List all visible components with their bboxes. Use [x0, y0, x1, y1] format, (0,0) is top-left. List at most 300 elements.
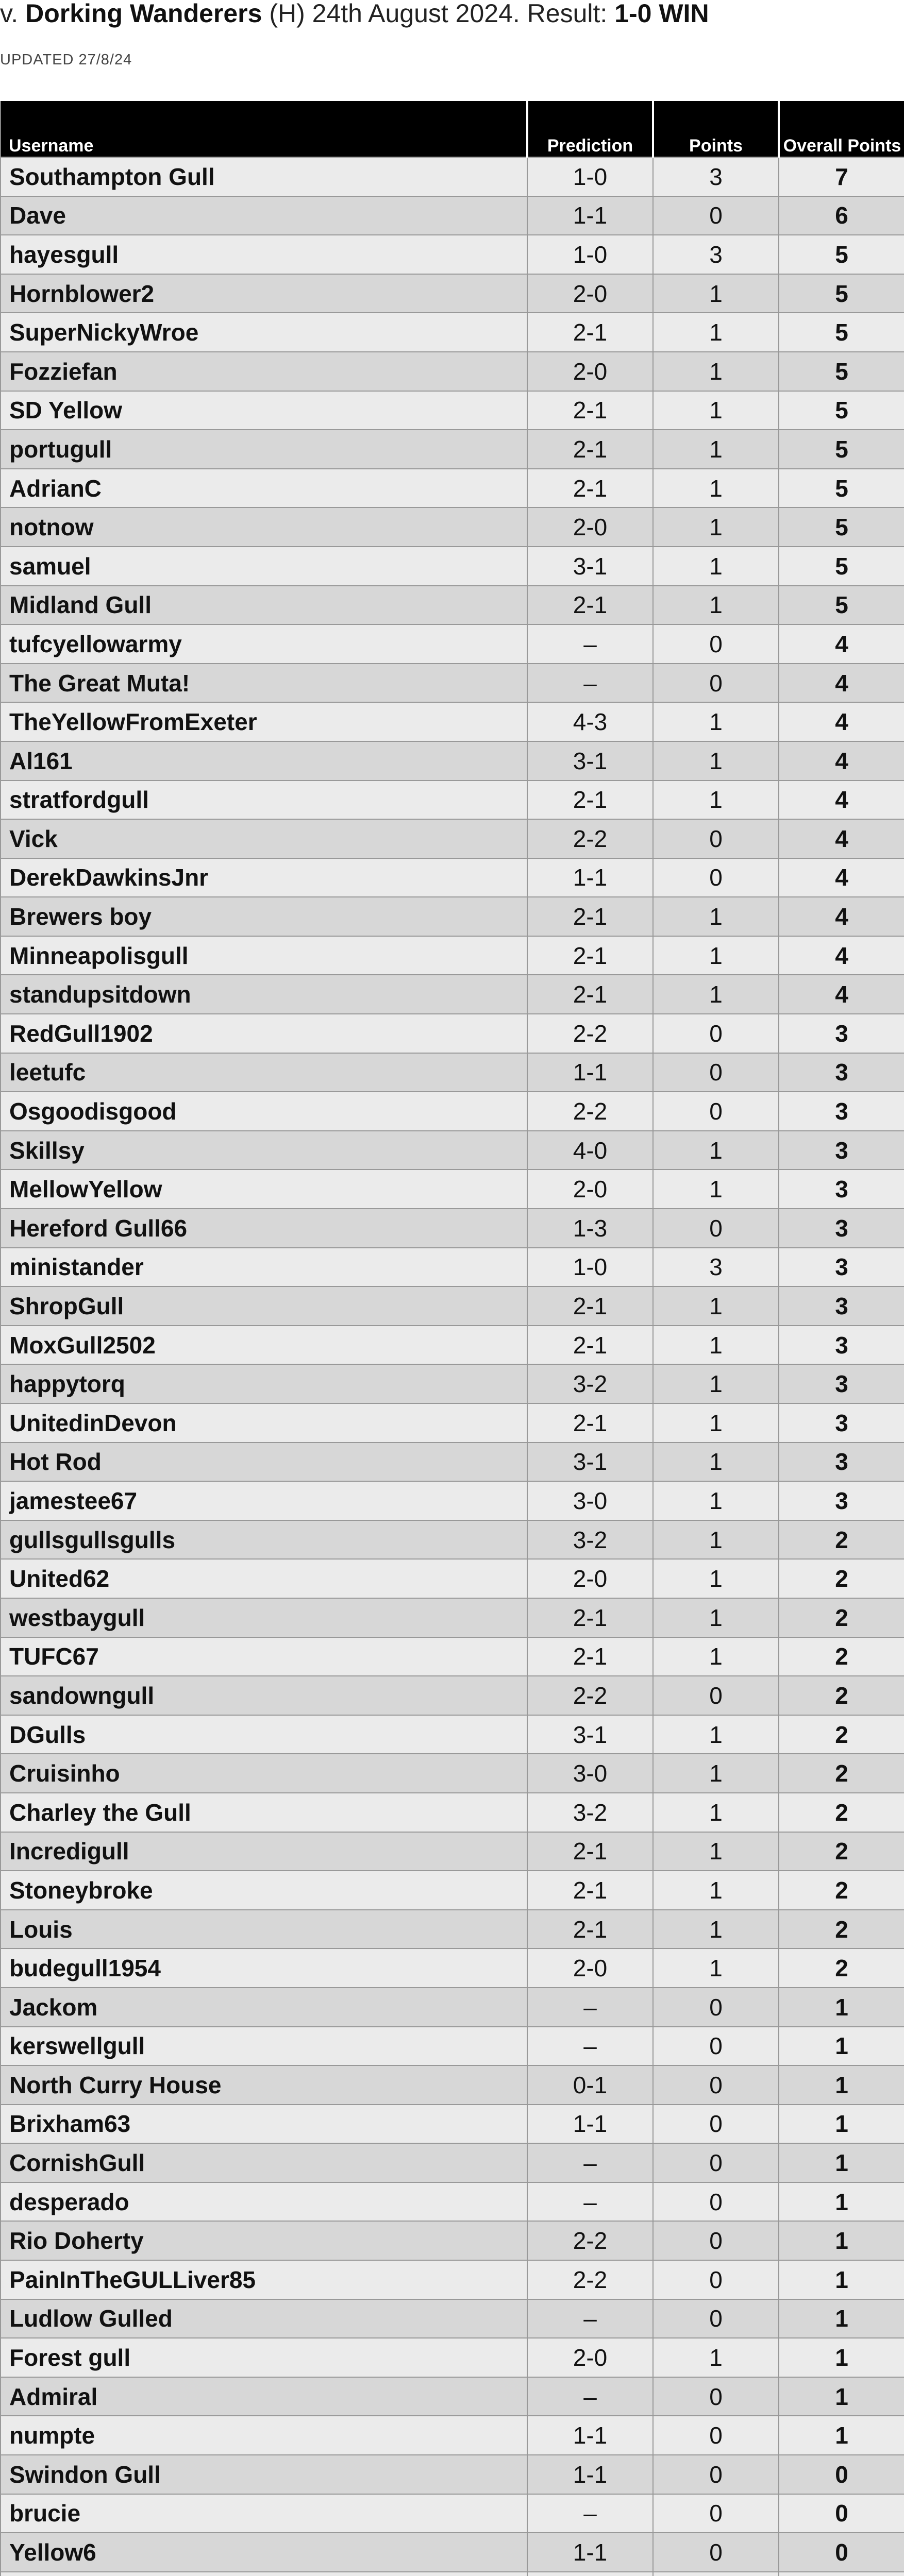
- prediction-cell: 1-1: [527, 196, 653, 235]
- overall-points-cell: 6: [779, 196, 904, 235]
- table-row: [1, 1403, 904, 1443]
- overall-points-cell: 3: [779, 1443, 904, 1482]
- table-row: [1, 1988, 904, 2027]
- table-row: [1, 897, 904, 936]
- username-cell: Midland Gull: [1, 586, 527, 625]
- overall-points-cell: 3: [779, 1131, 904, 1170]
- username-cell: Yellow6: [1, 2533, 527, 2572]
- points-cell: 1: [653, 352, 779, 391]
- table-row: [1, 1871, 904, 1910]
- overall-points-cell: 3: [779, 1364, 904, 1403]
- username-cell: Hornblower2: [1, 274, 527, 313]
- points-cell: 0: [653, 1014, 779, 1053]
- points-cell: 1: [653, 1326, 779, 1365]
- table-row: [1, 2494, 904, 2533]
- table-row: [1, 430, 904, 469]
- opponent-name: Dorking Wanderers: [25, 0, 262, 28]
- points-cell: 0: [653, 664, 779, 703]
- username-cell: Southampton Gull: [1, 157, 527, 196]
- prediction-cell: 2-2: [527, 1014, 653, 1053]
- table-row: [1, 391, 904, 430]
- username-cell: Jackom: [1, 1988, 527, 2027]
- overall-points-cell: 3: [779, 1209, 904, 1248]
- table-row: [1, 624, 904, 664]
- table-row: [1, 2027, 904, 2066]
- prediction-cell: [527, 2572, 653, 2576]
- table-row: [1, 1832, 904, 1871]
- overall-points-cell: 2: [779, 1832, 904, 1871]
- points-cell: 0: [653, 2377, 779, 2416]
- table-row: [1, 196, 904, 235]
- prediction-cell: 4-0: [527, 1131, 653, 1170]
- table-row: [1, 2221, 904, 2260]
- prediction-cell: 3-1: [527, 1715, 653, 1754]
- username-cell: United62: [1, 1559, 527, 1598]
- table-row: [1, 1131, 904, 1170]
- overall-points-cell: 3: [779, 1481, 904, 1520]
- overall-points-cell: 4: [779, 741, 904, 781]
- prediction-cell: 3-0: [527, 1754, 653, 1793]
- points-cell: 0: [653, 2143, 779, 2182]
- username-cell: Stoneybroke: [1, 1871, 527, 1910]
- overall-points-cell: 1: [779, 1988, 904, 2027]
- username-cell: MellowYellow: [1, 1170, 527, 1209]
- overall-points-cell: 1: [779, 2416, 904, 2455]
- overall-points-cell: 5: [779, 391, 904, 430]
- username-cell: sandowngull: [1, 1676, 527, 1715]
- table-row: [1, 2338, 904, 2377]
- table-row: [1, 1053, 904, 1092]
- points-cell: 0: [653, 2260, 779, 2299]
- overall-points-cell: 5: [779, 469, 904, 508]
- page-title: [0, 0, 709, 31]
- points-cell: 1: [653, 1715, 779, 1754]
- table-row: [1, 2416, 904, 2455]
- overall-points-cell: 2: [779, 1676, 904, 1715]
- username-cell: westbaygull: [1, 1598, 527, 1637]
- username-cell: Admiral: [1, 2377, 527, 2416]
- username-cell: stratfordgull: [1, 781, 527, 820]
- table-row: [1, 1793, 904, 1832]
- prediction-cell: 2-1: [527, 1910, 653, 1949]
- username-cell: SuperNickyWroe: [1, 313, 527, 352]
- overall-points-cell: 1: [779, 2182, 904, 2222]
- table-row: [1, 1170, 904, 1209]
- table-row: [1, 1559, 904, 1598]
- points-cell: 0: [653, 2221, 779, 2260]
- prediction-cell: 2-1: [527, 469, 653, 508]
- table-row: [1, 2455, 904, 2494]
- username-cell: Skillsy: [1, 1131, 527, 1170]
- table-row: [1, 2377, 904, 2416]
- prediction-cell: 1-1: [527, 858, 653, 897]
- points-cell: 1: [653, 741, 779, 781]
- table-row: [1, 936, 904, 975]
- prediction-cell: 2-1: [527, 430, 653, 469]
- table-row: [1, 1637, 904, 1676]
- points-cell: 0: [653, 819, 779, 858]
- overall-points-cell: 2: [779, 1559, 904, 1598]
- overall-points-cell: 0: [779, 2455, 904, 2494]
- prediction-cell: –: [527, 1988, 653, 2027]
- prediction-cell: 3-1: [527, 547, 653, 586]
- points-cell: 0: [653, 1676, 779, 1715]
- points-cell: 0: [653, 2065, 779, 2105]
- overall-points-cell: 3: [779, 1326, 904, 1365]
- prediction-cell: 3-0: [527, 1481, 653, 1520]
- username-cell: samuel: [1, 547, 527, 586]
- table-row: [1, 2533, 904, 2572]
- username-cell: AdrianC: [1, 469, 527, 508]
- username-cell: Hot Rod: [1, 1443, 527, 1482]
- overall-points-cell: 1: [779, 2027, 904, 2066]
- prediction-cell: 2-1: [527, 1871, 653, 1910]
- username-cell: Dave: [1, 196, 527, 235]
- points-cell: 0: [653, 2182, 779, 2222]
- overall-points-cell: 5: [779, 352, 904, 391]
- username-cell: PainInTheGULLiver85: [1, 2260, 527, 2299]
- points-cell: 1: [653, 1871, 779, 1910]
- points-cell: 1: [653, 1559, 779, 1598]
- overall-points-cell: 4: [779, 664, 904, 703]
- overall-points-cell: 3: [779, 1014, 904, 1053]
- updated-date: UPDATED 27/8/24: [0, 52, 132, 68]
- overall-points-cell: 2: [779, 1637, 904, 1676]
- prediction-cell: 1-1: [527, 1053, 653, 1092]
- points-cell: 1: [653, 1286, 779, 1326]
- overall-points-cell: 7: [779, 157, 904, 196]
- overall-points-cell: 2: [779, 1948, 904, 1988]
- points-cell: 1: [653, 1481, 779, 1520]
- prediction-cell: 2-0: [527, 2338, 653, 2377]
- points-cell: 1: [653, 547, 779, 586]
- prediction-cell: 2-1: [527, 975, 653, 1014]
- overall-points-cell: 1: [779, 2260, 904, 2299]
- username-cell: Cruisinho: [1, 1754, 527, 1793]
- overall-points-cell: 1: [779, 2143, 904, 2182]
- table-row: [1, 235, 904, 274]
- prediction-cell: 2-1: [527, 781, 653, 820]
- overall-points-cell: [779, 2572, 904, 2576]
- overall-points-cell: 5: [779, 547, 904, 586]
- username-cell: Ludlow Gulled: [1, 2299, 527, 2338]
- username-cell: budegull1954: [1, 1948, 527, 1988]
- overall-points-cell: 0: [779, 2533, 904, 2572]
- username-cell: The Great Muta!: [1, 664, 527, 703]
- prediction-cell: 2-2: [527, 2221, 653, 2260]
- overall-points-cell: 4: [779, 936, 904, 975]
- prediction-cell: 2-1: [527, 936, 653, 975]
- prediction-cell: 2-1: [527, 1637, 653, 1676]
- points-cell: 0: [653, 858, 779, 897]
- username-cell: Rio Doherty: [1, 2221, 527, 2260]
- prediction-cell: 0-1: [527, 2065, 653, 2105]
- points-cell: 1: [653, 1832, 779, 1871]
- points-cell: 1: [653, 897, 779, 936]
- table-row: [1, 2572, 904, 2576]
- username-cell: jamestee67: [1, 1481, 527, 1520]
- points-cell: [653, 2572, 779, 2576]
- prediction-cell: 2-1: [527, 1286, 653, 1326]
- prediction-cell: 2-0: [527, 352, 653, 391]
- prediction-cell: 2-1: [527, 313, 653, 352]
- username-cell: Charley the Gull: [1, 1793, 527, 1832]
- overall-points-cell: 3: [779, 1053, 904, 1092]
- prediction-cell: 2-0: [527, 507, 653, 547]
- table-row: [1, 1209, 904, 1248]
- prediction-cell: 2-0: [527, 1948, 653, 1988]
- points-cell: 3: [653, 235, 779, 274]
- prediction-cell: –: [527, 2027, 653, 2066]
- username-cell: notnow: [1, 507, 527, 547]
- overall-points-cell: 4: [779, 897, 904, 936]
- overall-points-cell: 2: [779, 1754, 904, 1793]
- username-cell: Forest gull: [1, 2338, 527, 2377]
- username-cell: Brixham63: [1, 2105, 527, 2144]
- points-cell: 1: [653, 430, 779, 469]
- points-cell: 1: [653, 1910, 779, 1949]
- points-cell: 1: [653, 1598, 779, 1637]
- table-row: [1, 1443, 904, 1482]
- points-cell: 0: [653, 2027, 779, 2066]
- match-details: (H) 24th August 2024. Result:: [269, 0, 608, 28]
- username-cell: ShropGull: [1, 1286, 527, 1326]
- overall-points-cell: 5: [779, 430, 904, 469]
- points-cell: 0: [653, 1988, 779, 2027]
- username-cell: tufcyellowarmy: [1, 624, 527, 664]
- username-cell: desperado: [1, 2182, 527, 2222]
- table-row: [1, 781, 904, 820]
- points-cell: 0: [653, 2533, 779, 2572]
- points-cell: 0: [653, 1092, 779, 1131]
- username-cell: Minneapolisgull: [1, 936, 527, 975]
- points-cell: 1: [653, 1520, 779, 1560]
- points-cell: 1: [653, 469, 779, 508]
- points-cell: 0: [653, 624, 779, 664]
- overall-points-cell: 1: [779, 2377, 904, 2416]
- table-row: [1, 2065, 904, 2105]
- prediction-cell: 2-1: [527, 391, 653, 430]
- points-cell: 1: [653, 391, 779, 430]
- points-cell: 1: [653, 1443, 779, 1482]
- table-row: [1, 274, 904, 313]
- username-cell: numpte: [1, 2416, 527, 2455]
- points-cell: 1: [653, 586, 779, 625]
- username-cell: CornishGull: [1, 2143, 527, 2182]
- username-cell: brucie: [1, 2494, 527, 2533]
- table-row: [1, 741, 904, 781]
- overall-points-cell: 5: [779, 586, 904, 625]
- table-row: [1, 1092, 904, 1131]
- prediction-cell: –: [527, 624, 653, 664]
- prediction-cell: 2-1: [527, 897, 653, 936]
- points-cell: 1: [653, 274, 779, 313]
- overall-points-cell: 2: [779, 1871, 904, 1910]
- table-row: [1, 2299, 904, 2338]
- overall-points-cell: 5: [779, 235, 904, 274]
- overall-points-cell: 1: [779, 2105, 904, 2144]
- prediction-cell: 1-1: [527, 2533, 653, 2572]
- points-cell: 0: [653, 2455, 779, 2494]
- username-cell: gullsgullsgulls: [1, 1520, 527, 1560]
- points-cell: 1: [653, 313, 779, 352]
- table-row: [1, 702, 904, 741]
- username-cell: UnitedinDevon: [1, 1403, 527, 1443]
- points-cell: 0: [653, 2299, 779, 2338]
- overall-points-cell: 3: [779, 1403, 904, 1443]
- overall-points-cell: 1: [779, 2065, 904, 2105]
- prediction-cell: 1-0: [527, 1248, 653, 1287]
- table-row: [1, 313, 904, 352]
- username-cell: North Curry House: [1, 2065, 527, 2105]
- table-row: [1, 1754, 904, 1793]
- overall-points-cell: 4: [779, 781, 904, 820]
- prediction-cell: 3-1: [527, 1443, 653, 1482]
- table-row: [1, 2182, 904, 2222]
- table-header-row: [1, 101, 904, 157]
- points-cell: 1: [653, 1793, 779, 1832]
- column-header-overall-points: Overall Points: [779, 101, 904, 157]
- username-cell: DerekDawkinsJnr: [1, 858, 527, 897]
- points-cell: 1: [653, 1364, 779, 1403]
- table-row: [1, 352, 904, 391]
- overall-points-cell: 2: [779, 1793, 904, 1832]
- points-cell: 0: [653, 196, 779, 235]
- overall-points-cell: 3: [779, 1092, 904, 1131]
- username-cell: standupsitdown: [1, 975, 527, 1014]
- username-cell: TheYellowFromExeter: [1, 702, 527, 741]
- table-row: [1, 1481, 904, 1520]
- table-row: [1, 1364, 904, 1403]
- points-cell: 3: [653, 157, 779, 196]
- column-header-prediction: Prediction: [527, 101, 653, 157]
- overall-points-cell: 4: [779, 858, 904, 897]
- prediction-cell: 2-0: [527, 1559, 653, 1598]
- points-cell: 1: [653, 507, 779, 547]
- points-cell: 1: [653, 1754, 779, 1793]
- username-cell: Osgoodisgood: [1, 1092, 527, 1131]
- predictions-table: [0, 101, 904, 2576]
- table-row: [1, 2143, 904, 2182]
- username-cell: Swindon Gull: [1, 2455, 527, 2494]
- table-row: [1, 1676, 904, 1715]
- points-cell: 0: [653, 2494, 779, 2533]
- prediction-cell: 1-3: [527, 1209, 653, 1248]
- username-cell: Brewers boy: [1, 897, 527, 936]
- points-cell: 1: [653, 1948, 779, 1988]
- overall-points-cell: 5: [779, 507, 904, 547]
- overall-points-cell: 2: [779, 1715, 904, 1754]
- table-row: [1, 1910, 904, 1949]
- prediction-cell: 2-2: [527, 2260, 653, 2299]
- username-cell: MoxGull2502: [1, 1326, 527, 1365]
- overall-points-cell: 4: [779, 975, 904, 1014]
- table-row: [1, 1598, 904, 1637]
- points-cell: 1: [653, 1170, 779, 1209]
- table-row: [1, 975, 904, 1014]
- prediction-cell: 2-1: [527, 1598, 653, 1637]
- username-cell: Incredigull: [1, 1832, 527, 1871]
- username-cell: Hereford Gull66: [1, 1209, 527, 1248]
- username-cell: happytorq: [1, 1364, 527, 1403]
- username-cell: TUFC67: [1, 1637, 527, 1676]
- prediction-cell: 1-0: [527, 157, 653, 196]
- prediction-cell: –: [527, 2299, 653, 2338]
- table-row: [1, 1715, 904, 1754]
- points-cell: 1: [653, 1131, 779, 1170]
- username-cell: Vick: [1, 819, 527, 858]
- table-row: [1, 2260, 904, 2299]
- table-row: [1, 1248, 904, 1287]
- table-row: [1, 2105, 904, 2144]
- overall-points-cell: 0: [779, 2494, 904, 2533]
- prediction-cell: 2-1: [527, 1326, 653, 1365]
- table-row: [1, 819, 904, 858]
- prediction-cell: –: [527, 2143, 653, 2182]
- username-cell: ministander: [1, 1248, 527, 1287]
- points-cell: 1: [653, 975, 779, 1014]
- overall-points-cell: 3: [779, 1286, 904, 1326]
- prediction-cell: 1-1: [527, 2105, 653, 2144]
- points-cell: 0: [653, 1209, 779, 1248]
- points-cell: 0: [653, 2105, 779, 2144]
- prediction-cell: 4-3: [527, 702, 653, 741]
- username-cell: portugull: [1, 430, 527, 469]
- prediction-cell: 2-0: [527, 1170, 653, 1209]
- prediction-cell: 1-0: [527, 235, 653, 274]
- username-cell: [1, 2572, 527, 2576]
- column-header-points: Points: [653, 101, 779, 157]
- table-row: [1, 1014, 904, 1053]
- username-cell: DGulls: [1, 1715, 527, 1754]
- prediction-cell: 3-1: [527, 741, 653, 781]
- table-row: [1, 507, 904, 547]
- username-cell: hayesgull: [1, 235, 527, 274]
- table-body: [1, 157, 904, 2576]
- points-cell: 3: [653, 1248, 779, 1287]
- column-header-username: Username: [1, 101, 527, 157]
- prediction-cell: 2-2: [527, 1092, 653, 1131]
- table-row: [1, 664, 904, 703]
- username-cell: Al161: [1, 741, 527, 781]
- prediction-cell: 2-2: [527, 1676, 653, 1715]
- prediction-cell: 1-1: [527, 2416, 653, 2455]
- match-result: 1-0 WIN: [614, 0, 709, 28]
- username-cell: kerswellgull: [1, 2027, 527, 2066]
- overall-points-cell: 3: [779, 1248, 904, 1287]
- prediction-cell: 3-2: [527, 1364, 653, 1403]
- overall-points-cell: 2: [779, 1598, 904, 1637]
- overall-points-cell: 3: [779, 1170, 904, 1209]
- table-row: [1, 157, 904, 196]
- overall-points-cell: 2: [779, 1910, 904, 1949]
- points-cell: 1: [653, 702, 779, 741]
- prediction-cell: 2-2: [527, 819, 653, 858]
- prediction-cell: 2-1: [527, 1403, 653, 1443]
- username-cell: SD Yellow: [1, 391, 527, 430]
- table-row: [1, 1520, 904, 1560]
- table-row: [1, 1326, 904, 1365]
- points-cell: 0: [653, 1053, 779, 1092]
- prediction-cell: –: [527, 664, 653, 703]
- prediction-cell: 2-0: [527, 274, 653, 313]
- overall-points-cell: 1: [779, 2338, 904, 2377]
- points-cell: 1: [653, 1637, 779, 1676]
- prediction-cell: 2-1: [527, 586, 653, 625]
- overall-points-cell: 4: [779, 624, 904, 664]
- username-cell: Louis: [1, 1910, 527, 1949]
- prediction-cell: 2-1: [527, 1832, 653, 1871]
